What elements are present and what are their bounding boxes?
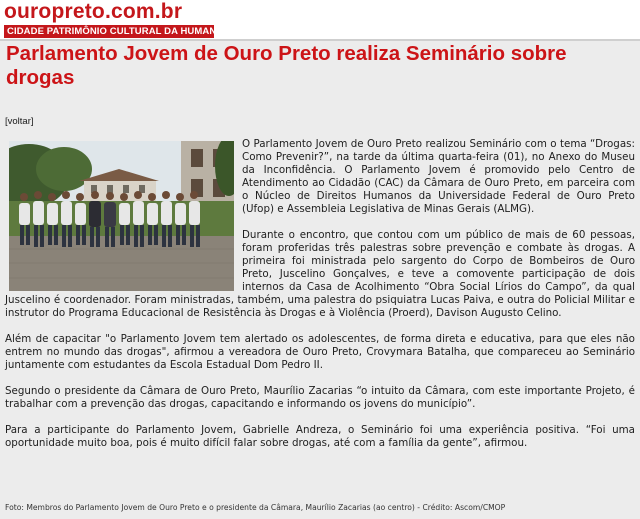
photo-caption: Foto: Membros do Parlamento Jovem de Ouro Preto e o presidente da Câmara, Maurílio Zacarias (ao centro) - Crédito: Ascom/CMOP <box>5 503 506 512</box>
logo-text[interactable]: ouropreto.com.br <box>4 0 183 23</box>
article-paragraph: Durante o encontro, que contou com um público de mais de 60 pessoas, foram proferidas três palestras sobre prevenção e combate às drogas. A primeira foi ministrada pelo sargento do Corpo de Bombeiros de Ouro Preto, Juscelino Gonçalves, e teve a comovente participação de dois internos da Casa de Acolhimento “Obra Social Lírios do Campo”, da qual Juscelino é coordenador. Foram ministradas, também, uma palestra do psiquiatra Lucas Paiva, e outra do Policial Militar e instrutor do Programa Educacional de Resistência às Drogas e à Violência (Proerd), Davison Augusto Celino. <box>5 229 635 319</box>
back-link[interactable]: [voltar] <box>5 116 34 127</box>
site-header <box>0 0 640 40</box>
article-title: Parlamento Jovem de Ouro Preto realiza Seminário sobre drogas <box>6 42 567 89</box>
article-body <box>5 138 635 463</box>
article-paragraph: O Parlamento Jovem de Ouro Preto realizou Seminário com o tema “Drogas: Como Prevenir?”, na tarde da última quarta-feira (01), no Anexo do Museu da Inconfidência. O Parlamento Jovem é promovido pelo Centro de Atendimento ao Cidadão (CAC) da Câmara de Ouro Preto, em parceira com o Núcleo de Direitos Humanos da Universidade Federal de Ouro Preto (Ufop) e Assembleia Legislativa de Minas Gerais (ALMG). <box>242 138 635 215</box>
header-divider <box>0 39 640 41</box>
article-paragraph: Segundo o presidente da Câmara de Ouro Preto, Maurílio Zacarias “o intuito da Câmara, com este importante Projeto, é trabalhar com a prevenção das drogas, capacitando e informando os jovens do município”. <box>5 385 635 410</box>
article-paragraph: Para a participante do Parlamento Jovem, Gabrielle Andreza, o Seminário foi uma experiência positiva. “Foi uma oportunidade muito boa, pois é muito difícil falar sobre drogas, até com a família da gente”, afirmou. <box>5 424 635 449</box>
article-paragraph: Além de capacitar "o Parlamento Jovem tem alertado os adolescentes, de forma direta e educativa, para que eles não entrem no mundo das drogas", afirmou a vereadora de Ouro Preto, Crovymara Batalha, que compareceu ao Seminário juntamente com estudantes da Escola Estadual Dom Pedro II. <box>5 333 635 371</box>
logo-tagline: CIDADE PATRIMÔNIO CULTURAL DA HUMANIDADE <box>4 25 214 38</box>
article-photo <box>9 141 234 291</box>
site-logo[interactable] <box>2 0 247 38</box>
group-photo-image <box>9 141 234 291</box>
